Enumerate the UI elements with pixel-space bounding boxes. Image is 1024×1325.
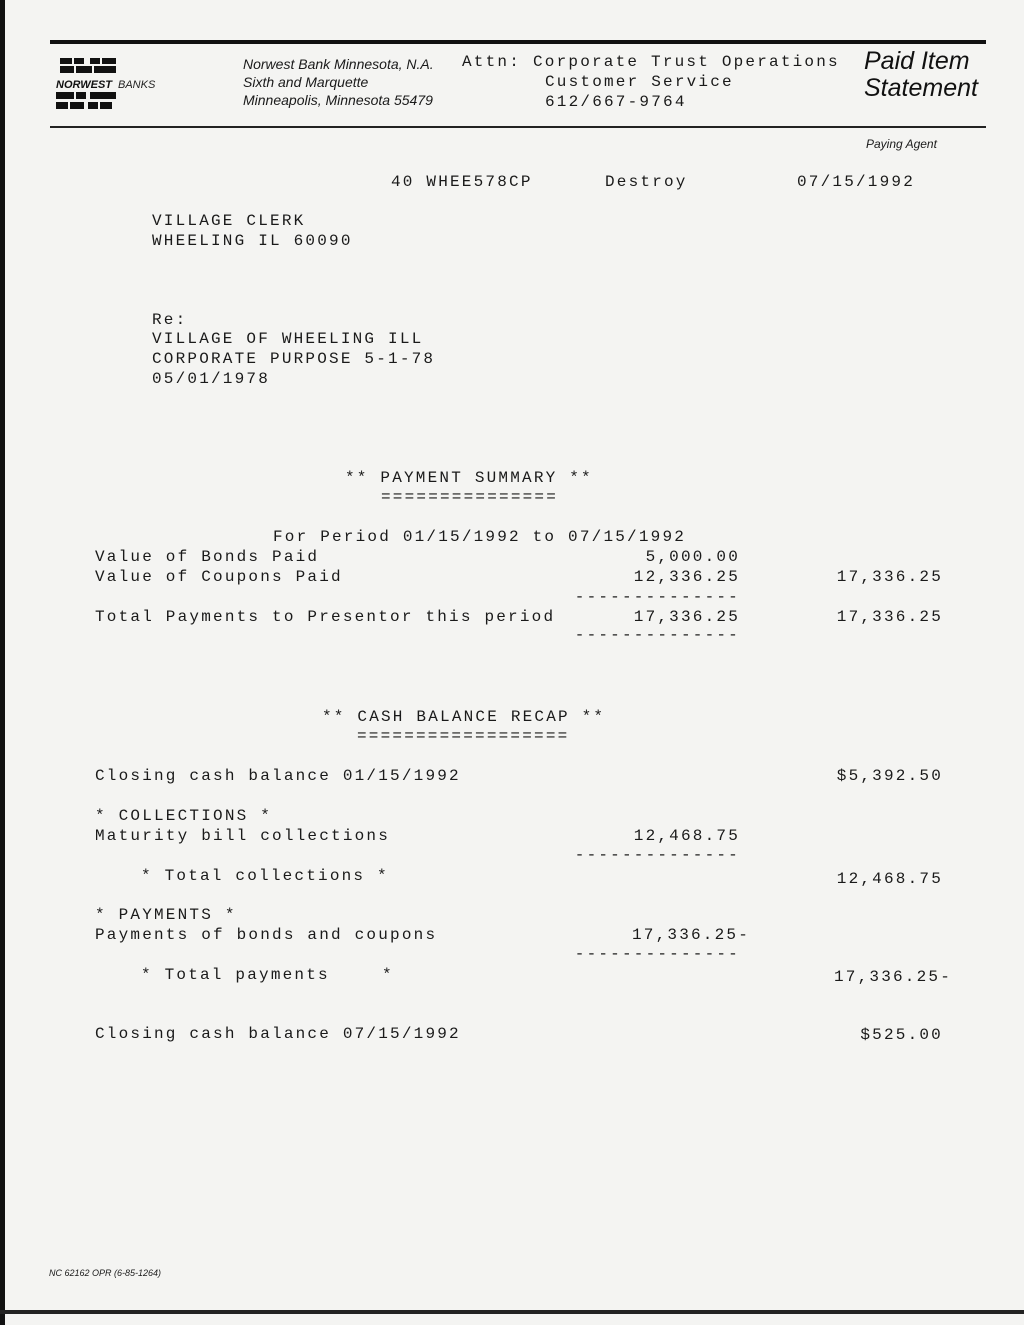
total-payments-value: 17,336.25 — [633, 608, 740, 626]
opening-balance-label: Closing cash balance 01/15/1992 — [95, 767, 461, 785]
header-top-rule — [50, 40, 986, 44]
collections-dashes: -------------- — [574, 846, 740, 864]
coupons-paid-label: Value of Coupons Paid — [95, 568, 343, 586]
bank-name: Norwest Bank Minnesota, N.A. — [243, 56, 434, 72]
total-payments-label: Total Payments to Presentor this period — [95, 608, 556, 626]
paying-agent-label: Paying Agent — [866, 137, 937, 151]
cash-recap-underline: ================== — [357, 727, 570, 745]
payments-bonds-coupons-label: Payments of bonds and coupons — [95, 926, 438, 944]
closing-balance-label: Closing cash balance 07/15/1992 — [95, 1025, 461, 1043]
bonds-paid-value: 5,000.00 — [645, 548, 740, 566]
opening-balance-value: $5,392.50 — [836, 767, 943, 785]
payment-summary-underline: =============== — [381, 488, 559, 506]
attn-department: Corporate Trust Operations — [533, 53, 840, 71]
total-payments-recap-value: 17,336.25- — [834, 968, 953, 986]
payments-bonds-coupons-value: 17,336.25- — [632, 926, 751, 944]
logo-banks-text: BANKS — [118, 79, 156, 91]
maturity-collections-value: 12,468.75 — [633, 827, 740, 845]
statement-title-line1: Paid Item — [864, 47, 970, 75]
reference-action: Destroy — [605, 173, 688, 191]
total-payments-recap-label: * Total payments — [141, 966, 330, 984]
total-collections-label: * Total collections * — [141, 867, 389, 885]
statement-title-line2: Statement — [864, 74, 978, 102]
total-payments-total: 17,336.25 — [836, 608, 943, 626]
coupons-paid-value: 12,336.25 — [633, 568, 740, 586]
re-issue-date: 05/01/1978 — [152, 370, 271, 388]
payments-dashes: -------------- — [574, 945, 740, 963]
re-label: Re: — [152, 311, 188, 329]
coupons-paid-total: 17,336.25 — [836, 568, 943, 586]
logo-wordmark: NORWEST — [56, 79, 113, 91]
total-collections-value: 12,468.75 — [836, 870, 943, 888]
bank-city: Minneapolis, Minnesota 55479 — [243, 92, 433, 108]
closing-balance-value: $525.00 — [860, 1026, 943, 1044]
payments-heading: * PAYMENTS * — [95, 906, 237, 924]
attn-phone: 612/667-9764 — [545, 93, 687, 111]
re-issuer: VILLAGE OF WHEELING ILL — [152, 330, 424, 348]
addressee-line1: VILLAGE CLERK — [152, 212, 306, 230]
attn-label: Attn: — [462, 53, 522, 71]
payment-summary-heading: ** PAYMENT SUMMARY ** — [345, 469, 593, 487]
maturity-collections-label: Maturity bill collections — [95, 827, 391, 845]
summary-dashes-2: -------------- — [574, 626, 740, 644]
reference-date: 07/15/1992 — [797, 173, 916, 191]
re-issue-description: CORPORATE PURPOSE 5-1-78 — [152, 350, 436, 368]
bank-street: Sixth and Marquette — [243, 74, 369, 90]
scan-bottom-edge — [0, 1310, 1024, 1314]
form-code: NC 62162 OPR (6-85-1264) — [49, 1268, 162, 1278]
header-bottom-rule — [50, 126, 986, 128]
attn-customer-service: Customer Service — [545, 73, 734, 91]
payment-period: For Period 01/15/1992 to 07/15/1992 — [273, 528, 687, 546]
scan-left-edge — [0, 0, 5, 1325]
summary-dashes-1: -------------- — [574, 588, 740, 606]
collections-heading: * COLLECTIONS * — [95, 807, 273, 825]
cash-recap-heading: ** CASH BALANCE RECAP ** — [322, 708, 606, 726]
reference-code: 40 WHEE578CP — [391, 173, 533, 191]
bonds-paid-label: Value of Bonds Paid — [95, 548, 320, 566]
addressee-line2: WHEELING IL 60090 — [152, 232, 353, 250]
total-payments-recap-star: * — [382, 966, 394, 984]
